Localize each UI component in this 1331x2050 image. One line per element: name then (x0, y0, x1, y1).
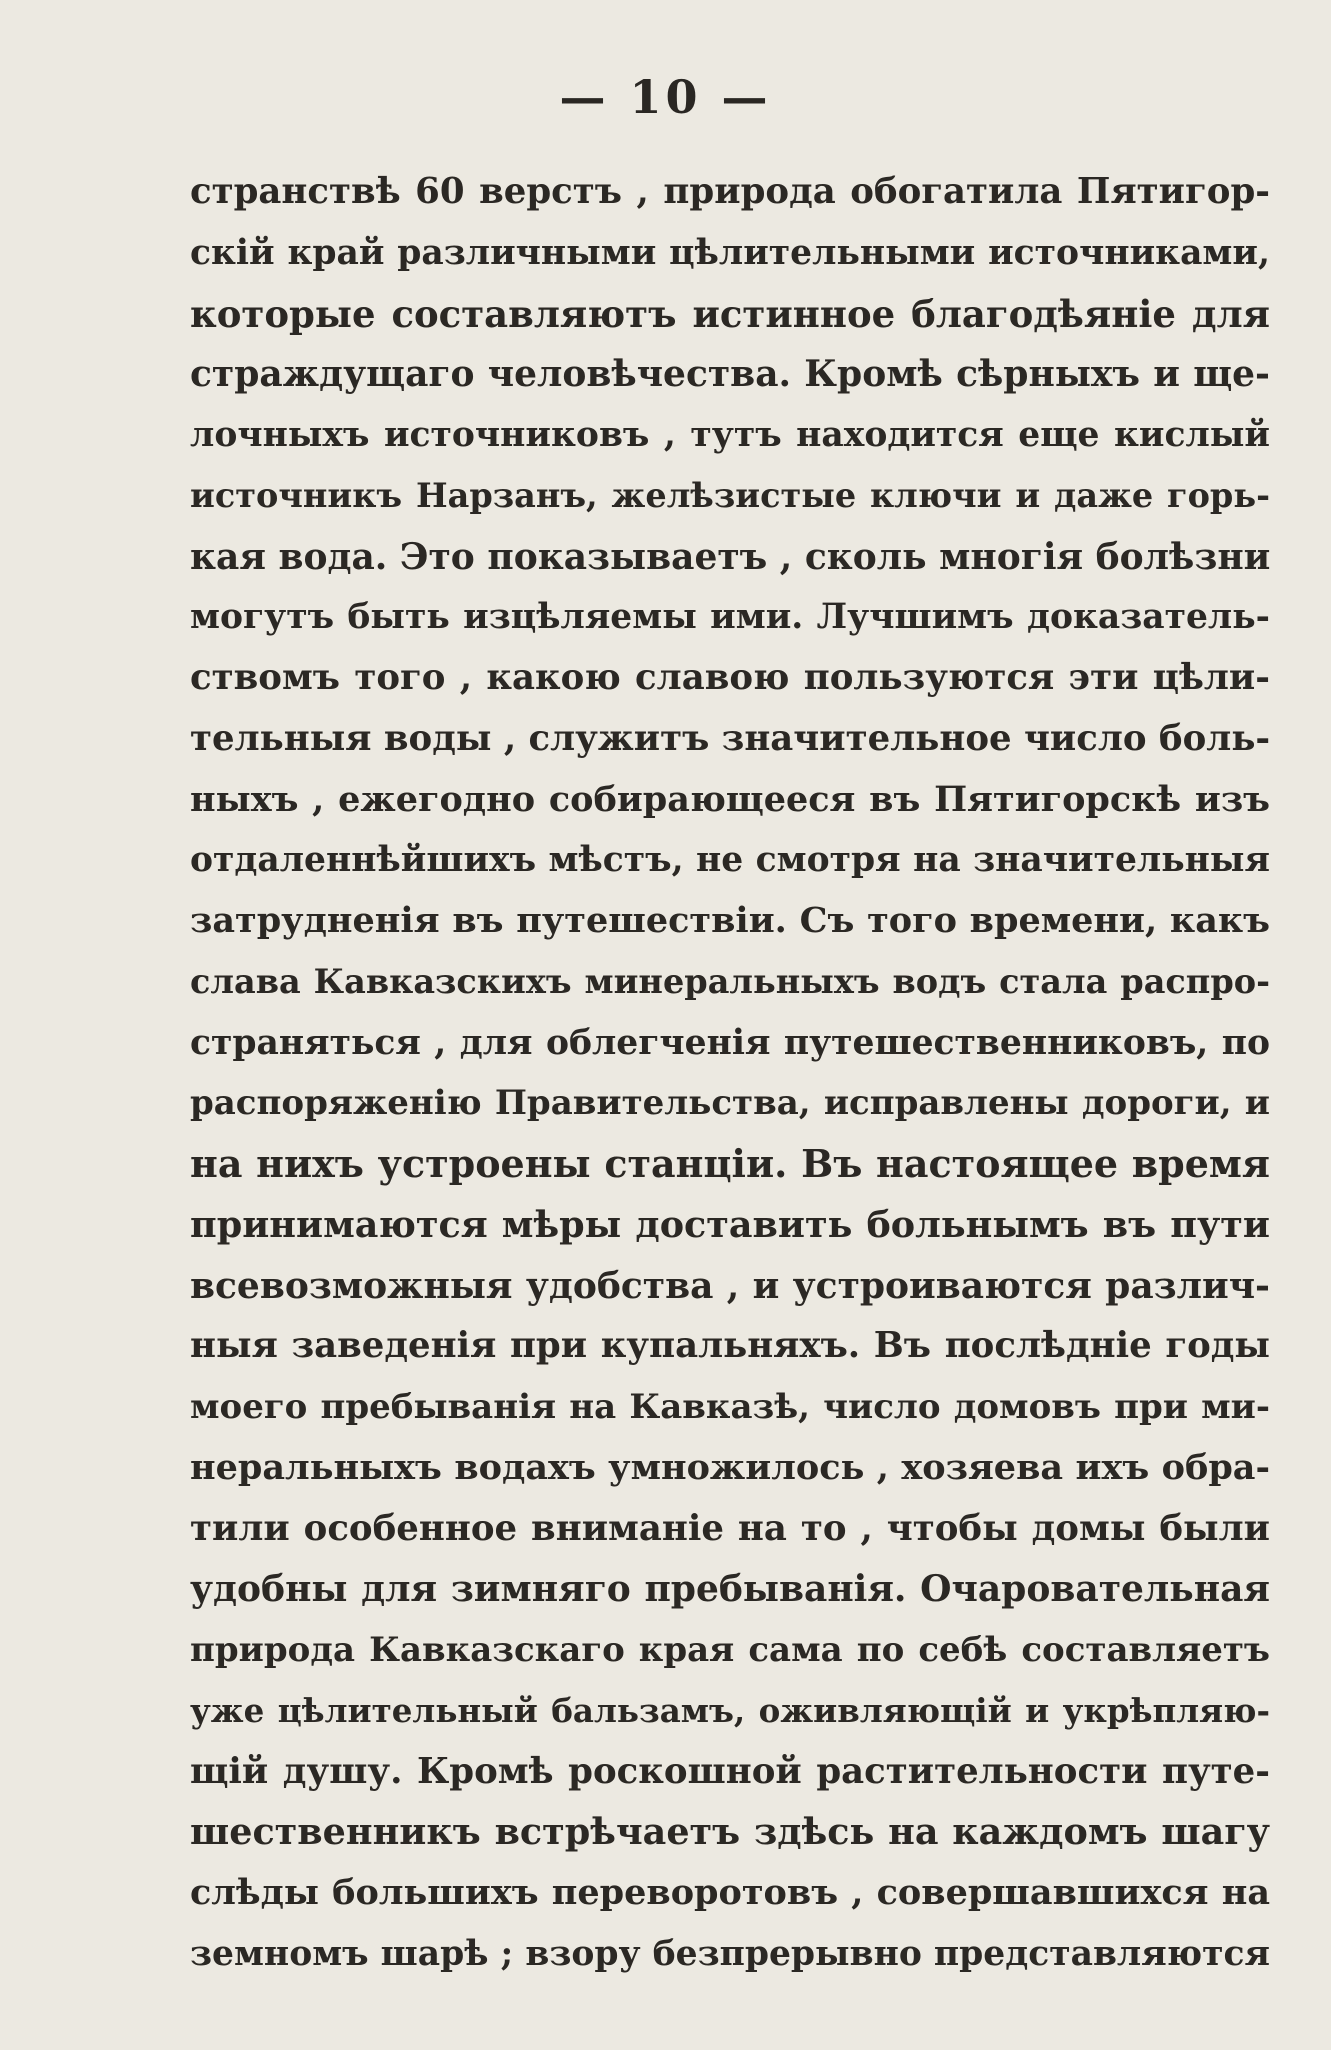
text-line: земномъ шарѣ ; взору безпрерывно представляются (190, 1933, 1270, 1974)
text-line: ствомъ того , какою славою пользуются эти цѣли- (190, 657, 1270, 698)
text-line: распоряженію Правительства, исправлены дороги, и (190, 1083, 1270, 1124)
text-line: источникъ Нарзанъ, желѣзистые ключи и даже горь- (190, 475, 1270, 515)
text-line: слѣды большихъ переворотовъ , совершавшихся на (190, 1872, 1270, 1913)
text-line: страждущаго человѣчества. Кромѣ сѣрныхъ и ще- (190, 353, 1270, 396)
text-line: кая вода. Это показываетъ , сколь многія болѣзни (190, 535, 1271, 578)
text-line: которые составляютъ истинное благодѣяніе для (190, 291, 1270, 336)
text-line: ныхъ , ежегодно собирающееся въ Пятигорскѣ изъ (190, 778, 1270, 820)
body-text (190, 162, 1270, 1985)
text-line: странствѣ 60 верстъ , природа обогатила Пятигор- (190, 171, 1270, 212)
text-line: моего пребыванія на Кавказѣ, число домовъ при ми- (190, 1387, 1270, 1427)
text-line: природа Кавказскаго края сама по себѣ составляетъ (190, 1630, 1270, 1670)
text-line: всевозможныя удобства , и устроиваются различ- (190, 1264, 1270, 1307)
text-line: затрудненія въ путешествіи. Съ того времени, какъ (190, 900, 1270, 941)
text-line: отдаленнѣйшихъ мѣстъ, не смотря на значительныя (190, 840, 1270, 881)
text-line: уже цѣлительный бальзамъ, оживляющій и укрѣпляю- (190, 1690, 1270, 1730)
text-line: могутъ быть изцѣляемы ими. Лучшимъ доказатель- (190, 597, 1270, 638)
text-line: ныя заведенія при купальняхъ. Въ послѣдніе годы (190, 1325, 1270, 1367)
text-line: удобны для зимняго пребыванія. Очаровательная (190, 1568, 1270, 1611)
text-line: лочныхъ источниковъ , тутъ находится еще кислый (190, 415, 1270, 455)
text-line: тельныя воды , служитъ значительное число боль- (190, 717, 1271, 759)
text-line: неральныхъ водахъ умножилось , хозяева ихъ обра- (190, 1446, 1270, 1488)
text-line: тили особенное вниманіе на то , чтобы домы были (190, 1507, 1270, 1549)
text-line: страняться , для облегченія путешественниковъ, по (190, 1022, 1270, 1063)
text-line: слава Кавказскихъ минеральныхъ водъ стала распро- (190, 961, 1270, 1001)
text-line: щій душу. Кромѣ роскошной растительности путе- (190, 1750, 1270, 1792)
text-line: скій край различными цѣлительными источниками, (190, 232, 1270, 273)
page-number-header: — 10 — (559, 70, 772, 124)
text-line: принимаются мѣры доставить больнымъ въ пути (190, 1202, 1270, 1246)
text-line: на нихъ устроены станціи. Въ настоящее время (190, 1141, 1270, 1186)
text-line: шественникъ встрѣчаетъ здѣсь на каждомъ шагу (190, 1810, 1270, 1854)
